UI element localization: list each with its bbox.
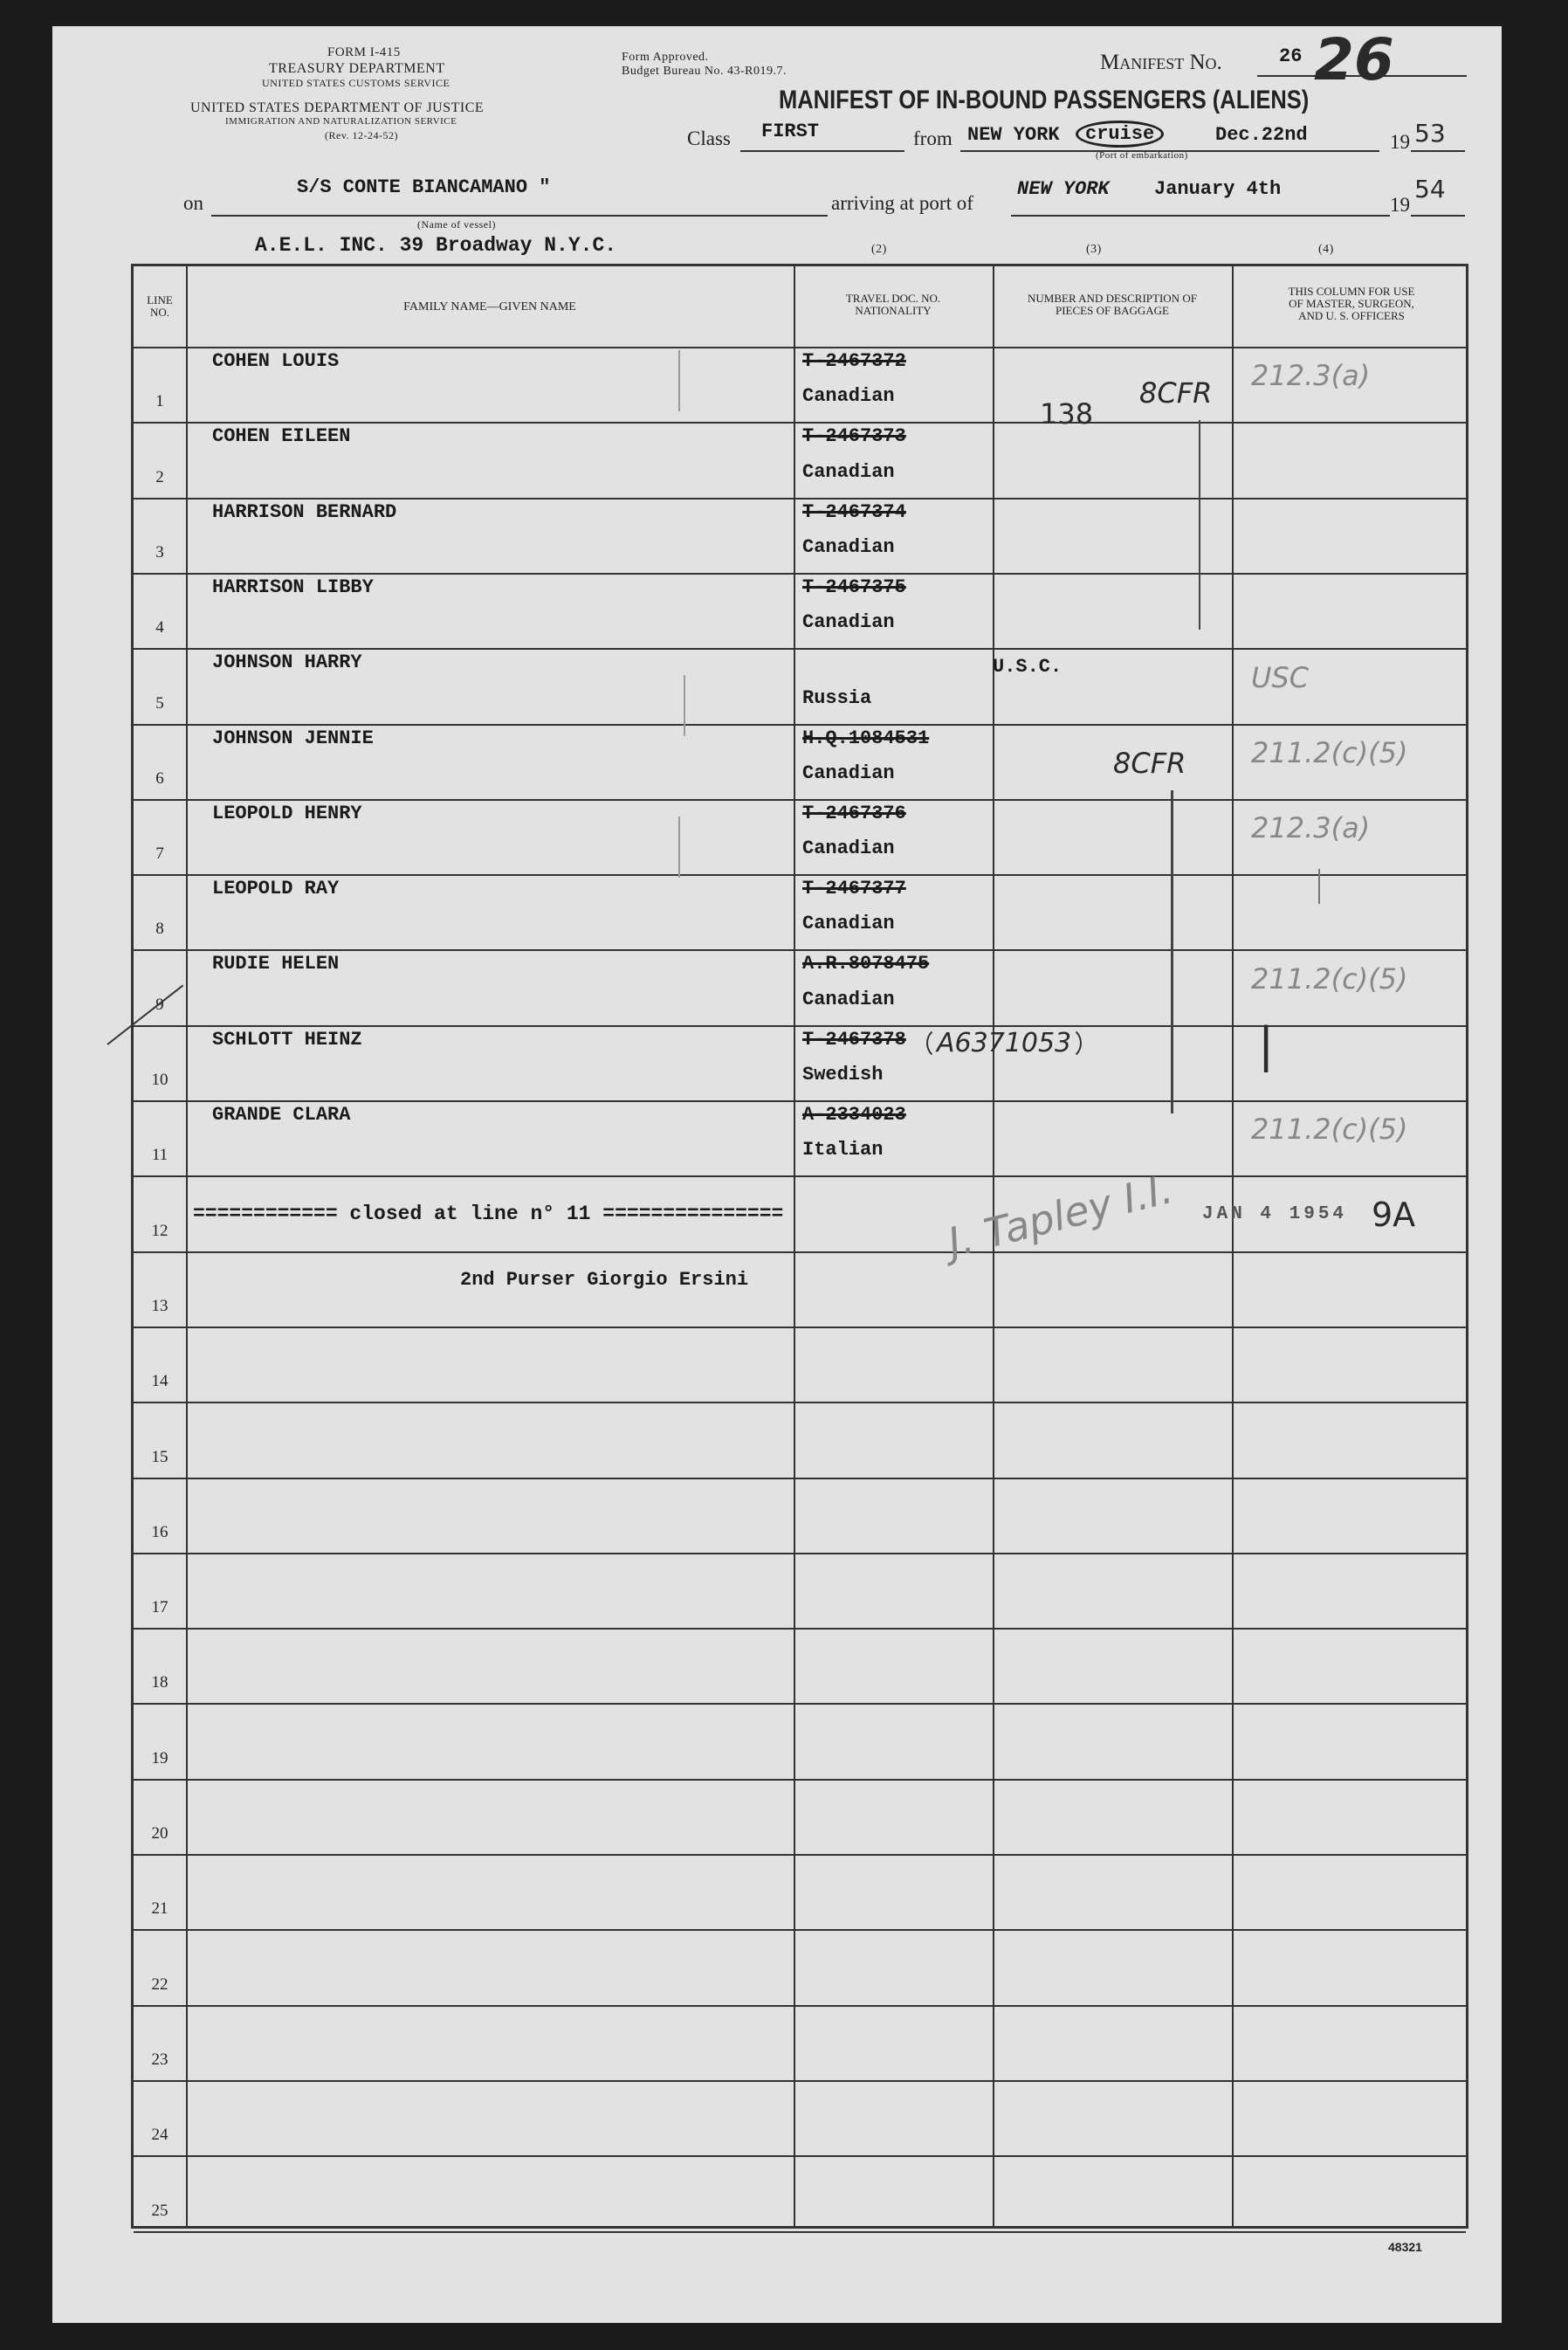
treasury-dept: TREASURY DEPARTMENT	[269, 61, 445, 76]
line-number: 24	[151, 2126, 168, 2145]
baggage-count: 138	[1040, 397, 1094, 431]
passenger-name: RUDIE HELEN	[212, 953, 340, 975]
line-number: 18	[151, 1673, 168, 1692]
from-label: from	[913, 127, 952, 149]
line-number: 5	[155, 693, 164, 713]
nationality: Italian	[802, 1139, 884, 1161]
nationality: Canadian	[802, 837, 895, 860]
travel-doc-number: T-2467375	[802, 575, 906, 598]
travel-doc-number: T-2467378	[802, 1028, 906, 1051]
year1-prefix: 19	[1390, 131, 1410, 153]
nationality: Russia	[802, 686, 872, 709]
line-no-header: LINE NO.	[147, 293, 173, 319]
line-number: 3	[155, 542, 164, 562]
travel-doc-number: T-2467377	[802, 878, 906, 900]
nationality: Canadian	[802, 913, 895, 935]
line-number: 13	[151, 1296, 168, 1315]
manifest-table	[131, 264, 1468, 2229]
passenger-name: GRANDE CLARA	[212, 1104, 351, 1126]
from-port: NEW YORK	[967, 124, 1060, 146]
passenger-name: COHEN LOUIS	[212, 350, 340, 372]
departure-date: Dec.22nd	[1215, 124, 1308, 146]
line-number: 22	[151, 1974, 168, 1994]
line-number: 25	[151, 2201, 168, 2220]
column-number-3: (3)	[1086, 243, 1102, 256]
travel-doc-number: A.R.8078475	[802, 953, 930, 975]
line-number: 7	[155, 844, 164, 864]
travel-doc-number: A-2334023	[802, 1104, 906, 1126]
class-value: FIRST	[761, 121, 820, 142]
cruise-circled: cruise	[1076, 121, 1164, 148]
usc-note: U.S.C.	[993, 656, 1063, 678]
line-number: 1	[155, 392, 164, 411]
travel-doc-number: T-2467372	[802, 350, 906, 372]
travel-doc-number: T-2467374	[802, 500, 906, 523]
nationality: Canadian	[802, 762, 895, 784]
form-number: FORM I-415	[327, 45, 401, 59]
schlott-alien-number: A6371053	[926, 1026, 1082, 1060]
travel-doc-header: TRAVEL DOC. NO. NATIONALITY	[845, 292, 941, 317]
manifest-no-handwritten: 26	[1314, 26, 1394, 93]
travel-doc-number: T-2467373	[802, 425, 906, 448]
port-embarkation-caption: (Port of embarkation)	[1096, 150, 1188, 161]
purser-name: 2nd Purser Giorgio Ersini	[460, 1269, 749, 1291]
inspector-signature: J. Tapley I.I.	[943, 1165, 1178, 1266]
nationality: Canadian	[802, 535, 895, 558]
passenger-name: JOHNSON HARRY	[212, 651, 362, 674]
officer-note: 211.2(c)(5)	[1251, 1113, 1408, 1147]
baggage-header: NUMBER AND DESCRIPTION OF PIECES OF BAGGAGE	[1028, 292, 1197, 317]
vessel-name: S/S CONTE BIANCAMANO "	[297, 176, 551, 198]
customs-service: UNITED STATES CUSTOMS SERVICE	[262, 77, 450, 89]
line-number: 2	[155, 467, 164, 486]
passenger-name: COHEN EILEEN	[212, 425, 351, 448]
revision: (Rev. 12-24-52)	[325, 129, 399, 141]
name-header: FAMILY NAME—GIVEN NAME	[403, 300, 576, 314]
passenger-name: LEOPOLD HENRY	[212, 802, 362, 824]
nationality: Canadian	[802, 460, 895, 483]
officer-note: 211.2(c)(5)	[1251, 961, 1408, 996]
vessel-caption: (Name of vessel)	[417, 218, 496, 231]
footer-code: 48321	[1388, 2240, 1422, 2254]
officer-note: 212.3(a)	[1251, 811, 1371, 845]
line-number: 17	[151, 1598, 168, 1617]
line-number: 4	[155, 618, 164, 637]
line-number: 14	[151, 1372, 168, 1391]
line-number: 20	[151, 1824, 168, 1843]
manifest-title: MANIFEST OF IN-BOUND PASSENGERS (ALIENS)	[779, 86, 1310, 114]
line-number: 11	[151, 1146, 168, 1165]
column-number-4: (4)	[1318, 243, 1334, 256]
officer-check: |	[1258, 1017, 1275, 1072]
arrival-stamp-time: 9A	[1372, 1196, 1416, 1234]
passenger-name: HARRISON LIBBY	[212, 575, 374, 598]
form-approved: Form Approved.	[622, 51, 709, 64]
cfr-note-2: 8CFR	[1113, 747, 1186, 780]
travel-doc-number: H.Q.1084531	[802, 727, 930, 749]
nationality: Swedish	[802, 1064, 884, 1085]
arrival-date: January 4th	[1154, 178, 1282, 200]
year2-suffix: 54	[1414, 175, 1446, 203]
manifest-no-label: Manifest No.	[1100, 51, 1222, 74]
arriving-label: arriving at port of	[831, 192, 973, 214]
line-number: 23	[151, 2050, 168, 2069]
officer-note: USC	[1251, 660, 1310, 694]
travel-doc-number: T-2467376	[802, 802, 906, 824]
passenger-name: LEOPOLD RAY	[212, 878, 340, 900]
line-number: 21	[151, 1899, 168, 1919]
budget-bureau: Budget Bureau No. 43-R019.7.	[622, 65, 787, 78]
arrival-stamp-date: JAN 4 1954	[1202, 1204, 1348, 1224]
line-number: 8	[155, 920, 164, 939]
nationality: Canadian	[802, 385, 895, 408]
nationality: Canadian	[802, 988, 895, 1010]
passenger-name: SCHLOTT HEINZ	[212, 1028, 362, 1051]
year2-prefix: 19	[1390, 194, 1410, 216]
officer-note: 212.3(a)	[1251, 359, 1371, 393]
passenger-name: JOHNSON JENNIE	[212, 727, 374, 749]
arrival-port: NEW YORK	[1017, 178, 1110, 200]
line-number: 15	[151, 1447, 168, 1466]
line-number: 16	[151, 1522, 168, 1541]
officer-note: 211.2(c)(5)	[1251, 735, 1408, 769]
officers-header: THIS COLUMN FOR USE OF MASTER, SURGEON, AND U. S. OFFICERS	[1288, 285, 1415, 322]
on-label: on	[183, 192, 203, 214]
column-number-2: (2)	[871, 243, 887, 256]
line-number: 10	[151, 1071, 168, 1089]
line-number: 19	[151, 1748, 168, 1768]
justice-dept: UNITED STATES DEPARTMENT OF JUSTICE	[190, 100, 485, 115]
agent-address: A.E.L. INC. 39 Broadway N.Y.C.	[255, 234, 617, 257]
cfr-note-1: 8CFR	[1139, 376, 1213, 410]
line-number: 9	[155, 995, 164, 1014]
manifest-no-typed: 26	[1279, 45, 1303, 67]
line-number: 12	[151, 1221, 168, 1240]
closed-at-line: ============ closed at line n° 11 ===============	[193, 1203, 784, 1225]
passenger-name: HARRISON BERNARD	[212, 500, 397, 523]
year1-suffix: 53	[1414, 119, 1446, 148]
class-label: Class	[687, 127, 731, 149]
nationality: Canadian	[802, 611, 895, 634]
ins-service: IMMIGRATION AND NATURALIZATION SERVICE	[225, 116, 457, 127]
line-number: 6	[155, 768, 164, 788]
